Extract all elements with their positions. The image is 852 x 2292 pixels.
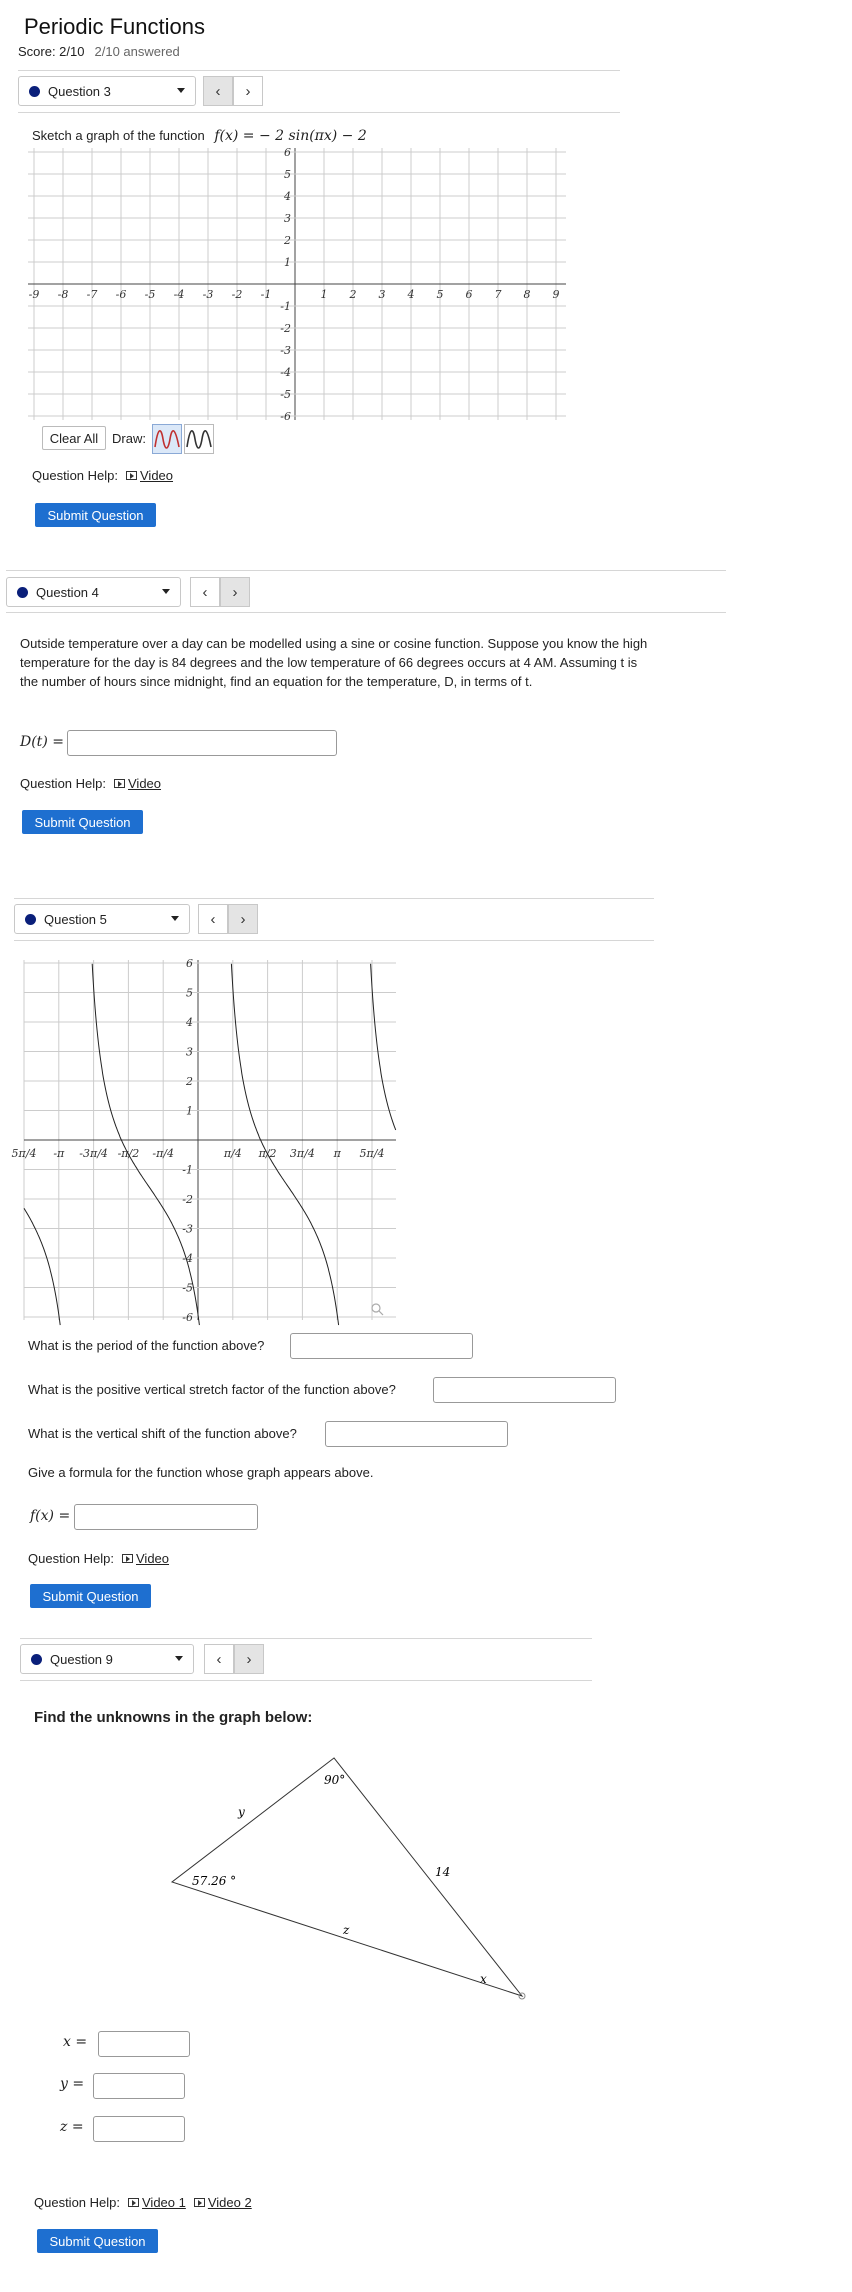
x-tick-label: -3 — [202, 288, 214, 301]
sine-wave-icon — [153, 425, 181, 453]
prev-question-button[interactable]: ‹ — [198, 904, 228, 934]
function-curve — [92, 964, 199, 1325]
video2-link[interactable] — [194, 2195, 252, 2210]
draw-label: Draw: — [112, 431, 146, 446]
video-icon — [114, 779, 125, 788]
video-link-label: Video — [136, 1551, 170, 1566]
temperature-equation-input[interactable] — [67, 730, 337, 756]
y-tick-label: -3 — [280, 344, 291, 357]
prev-question-button[interactable]: ‹ — [190, 577, 220, 607]
function-curve — [371, 964, 396, 1130]
prompt-text: Sketch a graph of the function — [32, 128, 205, 143]
y-tick-label: -6 — [182, 1311, 193, 1324]
chevron-down-icon — [177, 88, 185, 93]
x-tick-label: π/4 — [223, 1147, 242, 1160]
help-label: Question Help: — [34, 2195, 120, 2210]
submit-question-button[interactable]: Submit Question — [35, 503, 156, 527]
stretch-question: What is the positive vertical stretch factor of the function above? — [28, 1382, 396, 1397]
var-z-label: z = — [60, 2119, 84, 2135]
y-tick-label: 5 — [186, 986, 193, 1000]
video-icon — [128, 2198, 139, 2207]
y-tick-label: 5 — [284, 168, 291, 181]
var-y-label: y = — [60, 2076, 85, 2092]
stretch-input[interactable] — [433, 1377, 616, 1403]
x-tick-label: -3π/4 — [79, 1147, 108, 1160]
sketch-graph[interactable] — [28, 146, 566, 423]
x-tick-label: -7 — [86, 288, 98, 301]
question-help — [20, 776, 161, 791]
video-link-label: Video — [128, 776, 162, 791]
answer-label: D(t) = — [20, 734, 64, 750]
x-tick-label: -π — [53, 1147, 65, 1160]
answer-label: f(x) = — [30, 1508, 71, 1524]
question-selector-label: Question 4 — [36, 584, 99, 600]
y-tick-label: 3 — [284, 212, 291, 225]
status-dot-icon — [31, 1654, 42, 1665]
divider — [14, 940, 654, 941]
divider — [18, 70, 620, 71]
y-tick-label: -1 — [182, 1163, 193, 1177]
next-question-button[interactable]: › — [233, 76, 263, 106]
video-link[interactable] — [114, 776, 161, 791]
video-link-label: Video 1 — [142, 2195, 186, 2210]
side-x-label: x — [480, 1972, 487, 1986]
x-tick-label: -π/2 — [117, 1147, 140, 1160]
question-help — [34, 2195, 252, 2210]
x-tick-label: 5π/4 — [359, 1147, 385, 1160]
y-tick-label: -1 — [280, 300, 291, 313]
video-icon — [194, 2198, 205, 2207]
x-tick-label: -1 — [260, 288, 272, 301]
video-icon — [122, 1554, 133, 1563]
y-tick-label: 2 — [284, 234, 291, 247]
question-heading: Find the unknowns in the graph below: — [34, 1709, 313, 1726]
side-z-label: z — [343, 1923, 350, 1937]
help-label: Question Help: — [28, 1551, 114, 1566]
y-tick-label: 6 — [284, 146, 291, 159]
y-tick-label: -5 — [280, 388, 291, 401]
prev-question-button[interactable]: ‹ — [204, 1644, 234, 1674]
submit-question-button[interactable]: Submit Question — [37, 2229, 158, 2253]
side-y-label: y — [238, 1805, 245, 1819]
prev-question-button[interactable]: ‹ — [203, 76, 233, 106]
divider — [20, 1638, 592, 1639]
help-label: Question Help: — [32, 468, 118, 483]
x-tick-label: 8 — [523, 288, 531, 301]
formula-input[interactable] — [74, 1504, 258, 1530]
x-tick-label: -π/4 — [152, 1147, 175, 1160]
x-input[interactable] — [98, 2031, 190, 2057]
page-title: Periodic Functions — [24, 14, 205, 39]
x-tick-label: 3 — [378, 288, 386, 301]
x-tick-label: 1 — [320, 288, 328, 301]
help-label: Question Help: — [20, 776, 106, 791]
side-right-label: 14 — [435, 1865, 451, 1879]
y-tick-label: -6 — [280, 410, 291, 423]
chevron-down-icon — [171, 916, 179, 921]
y-input[interactable] — [93, 2073, 185, 2099]
x-tick-label: -8 — [57, 288, 69, 301]
period-question: What is the period of the function above? — [28, 1338, 265, 1353]
x-tick-label: π — [333, 1147, 341, 1160]
x-tick-label: 4 — [407, 288, 415, 301]
next-question-button[interactable]: › — [228, 904, 258, 934]
x-tick-label: 2 — [349, 288, 357, 301]
z-input[interactable] — [93, 2116, 185, 2142]
question-selector-q3[interactable] — [18, 76, 196, 106]
sine-draw-tool[interactable] — [152, 424, 182, 454]
cosine-wave-icon — [185, 425, 213, 453]
video-icon — [126, 471, 137, 480]
chevron-down-icon — [162, 589, 170, 594]
video-link[interactable] — [122, 1551, 169, 1566]
status-dot-icon — [17, 587, 28, 598]
question-prompt — [32, 126, 367, 146]
divider — [6, 570, 726, 571]
video-link-label: Video — [140, 468, 174, 483]
y-tick-label: -3 — [182, 1222, 193, 1236]
question-selector-q9[interactable] — [20, 1644, 194, 1674]
question-help — [28, 1551, 169, 1566]
y-tick-label: -4 — [280, 366, 291, 379]
divider — [20, 1680, 592, 1681]
y-tick-label: 1 — [284, 256, 291, 269]
y-tick-label: 6 — [186, 957, 193, 970]
x-tick-label: 6 — [465, 288, 473, 301]
x-tick-label: 3π/4 — [289, 1147, 315, 1160]
submit-question-button[interactable]: Submit Question — [22, 810, 143, 834]
question-selector-label: Question 3 — [48, 83, 111, 99]
period-input[interactable] — [290, 1333, 473, 1359]
submit-question-button[interactable]: Submit Question — [30, 1584, 151, 1608]
angle-top-label: 90° — [324, 1773, 346, 1787]
y-tick-label: 3 — [186, 1045, 193, 1059]
clear-all-button[interactable]: Clear All — [42, 426, 106, 450]
status-dot-icon — [29, 86, 40, 97]
x-tick-label: -2 — [231, 288, 243, 301]
score-value: Score: 2/10 — [18, 44, 85, 59]
status-dot-icon — [25, 914, 36, 925]
question-selector-q5[interactable] — [14, 904, 190, 934]
var-x-label: x = — [63, 2034, 88, 2050]
x-tick-label: 5 — [436, 288, 444, 301]
question-selector-label: Question 9 — [50, 1651, 113, 1667]
answered-count: 2/10 answered — [94, 44, 180, 59]
next-question-button[interactable]: › — [220, 577, 250, 607]
angle-left-label: 57.26 ° — [192, 1874, 237, 1888]
question-selector-q4[interactable] — [6, 577, 181, 607]
y-tick-label: 4 — [284, 190, 291, 203]
x-tick-label: 9 — [552, 288, 560, 301]
shift-question: What is the vertical shift of the function above? — [28, 1426, 297, 1441]
function-curve — [24, 1208, 60, 1325]
question-help — [32, 468, 173, 483]
question-selector-label: Question 5 — [44, 911, 107, 927]
y-tick-label: 2 — [186, 1075, 193, 1088]
x-tick-label: -4 — [173, 288, 185, 301]
formula-question: Give a formula for the function whose graph appears above. — [28, 1465, 374, 1480]
video1-link[interactable] — [128, 2195, 186, 2210]
triangle-diagram — [160, 1748, 540, 2018]
chevron-down-icon — [175, 1656, 183, 1661]
y-tick-label: 4 — [186, 1016, 193, 1029]
question-text: Outside temperature over a day can be modelled using a sine or cosine function. Suppose you know the high temperature for the day is 84 degrees and the low temperature of 66 degrees occurs at 4 AM. Assuming t is the number of hours since midnight, find an equation for the temperature, D, in terms of t. — [20, 636, 648, 689]
video-link[interactable] — [126, 468, 173, 483]
divider — [18, 112, 620, 113]
video-link-label: Video 2 — [207, 2195, 252, 2210]
y-tick-label: -4 — [182, 1252, 193, 1265]
score-summary — [18, 44, 180, 59]
function-curve — [231, 964, 338, 1325]
x-tick-label: -6 — [115, 288, 127, 301]
y-tick-label: 1 — [186, 1104, 193, 1118]
tangent-graph — [11, 957, 396, 1324]
x-tick-label: -9 — [28, 288, 40, 301]
x-tick-label: π/2 — [258, 1147, 277, 1160]
y-tick-label: -2 — [182, 1193, 193, 1206]
y-tick-label: -2 — [280, 322, 291, 335]
next-question-button[interactable]: › — [234, 1644, 264, 1674]
divider — [14, 898, 654, 899]
magnifier-icon[interactable] — [372, 1304, 383, 1315]
x-tick-label: 5π/4 — [11, 1147, 37, 1160]
divider — [6, 612, 726, 613]
x-tick-label: -5 — [144, 288, 156, 301]
shift-input[interactable] — [325, 1421, 508, 1447]
x-tick-label: 7 — [494, 288, 502, 301]
function-expression: f(x) = − 2 sin(πx) − 2 — [214, 128, 367, 144]
y-tick-label: -5 — [182, 1281, 193, 1295]
cosine-draw-tool[interactable] — [184, 424, 214, 454]
